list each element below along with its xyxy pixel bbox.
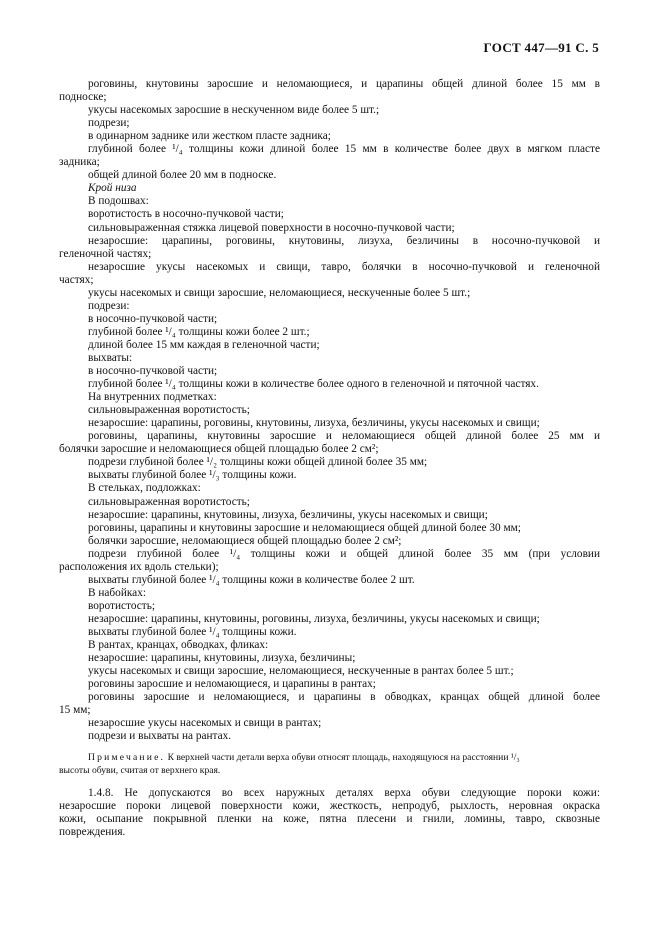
text-line: выхваты глубиной более ¹/₄ толщины кожи в количестве более 2 шт. — [88, 573, 415, 586]
note-label: Примечание. — [88, 752, 166, 764]
text-line: сильновыраженная воротистость; — [88, 404, 250, 417]
text-line: геленочной частях; — [59, 247, 152, 260]
text-line: незаросшие: царапины, роговины, кнутовины, лизуха, безличины в носочно-пучковой и — [88, 234, 600, 247]
note-text-cont: высоты обуви, считая от верхнего края. — [59, 764, 221, 776]
text-line: в носочно-пучковой части; — [88, 312, 218, 325]
text-line: На внутренних подметках: — [88, 391, 217, 404]
paragraph-1-4-8 — [59, 787, 600, 839]
text-line: глубиной более ¹/₄ толщины кожи в количестве более одного в геленочной и пяточной частях. — [88, 378, 539, 391]
text-line: выхваты: — [88, 351, 133, 364]
text-line: сильновыраженная стяжка лицевой поверхности в носочно-пучковой части; — [88, 221, 455, 234]
text-line: выхваты глубиной более ¹/₄ толщины кожи. — [88, 625, 297, 638]
text-line: незаросшие укусы насекомых и свищи в рантах; — [88, 717, 322, 730]
text-line: глубиной более ¹/₄ толщины кожи более 2 шт.; — [88, 325, 310, 338]
text-line: расположения их вдоль стельки); — [59, 560, 219, 573]
text-line: 1.4.8. Не допускаются во всех наружных деталях верха обуви следующие пороки кожи: — [88, 787, 600, 800]
text-line: роговины, царапины, кнутовины заросшие и неломающиеся общей длиной более 25 мм и — [88, 430, 600, 443]
text-line: В стельках, подложках: — [88, 482, 201, 495]
text-line: болячки заросшие, неломающиеся общей площадью более 2 см²; — [88, 534, 402, 547]
text-line: подрези: — [88, 299, 130, 312]
text-line: В подошвах: — [88, 195, 149, 208]
text-line: общей длиной более 20 мм в подноске. — [88, 169, 277, 182]
text-line: подрези глубиной более ¹/₄ толщины кожи и общей длиной более 35 мм (при условии — [88, 547, 600, 560]
text-line: незаросшие: царапины, кнутовины, лизуха, безличины, укусы насекомых и свищи; — [88, 508, 488, 521]
text-line: болячки заросшие и неломающиеся общей площадью более 2 см²; — [59, 443, 379, 456]
text-line: воротистость в носочно-пучковой части; — [88, 208, 284, 221]
document-body — [59, 78, 600, 839]
text-line: укусы насекомых заросшие в нескученном виде более 5 шт.; — [88, 104, 380, 117]
text-line: подрези; — [88, 117, 130, 130]
text-line: выхваты глубиной более ¹/₃ толщины кожи. — [88, 469, 297, 482]
text-line: подрези глубиной более ¹/₂ толщины кожи общей длиной более 35 мм; — [88, 456, 428, 469]
note-text: К верхней части детали верха обуви относят площадь, находящуюся на расстоянии ¹/₃ — [165, 752, 520, 764]
text-line: задника; — [59, 156, 100, 169]
text-line: незаросшие: царапины, кнутовины, роговины, лизуха, безличины, укусы насекомых и свищи; — [88, 612, 540, 625]
text-line: роговины, царапины и кнутовины заросшие и неломающиеся общей длиной более 30 мм; — [88, 521, 521, 534]
text-line: сильновыраженная воротистость; — [88, 495, 250, 508]
text-line: 15 мм; — [59, 704, 91, 717]
text-line: незаросшие пороки лицевой поверхности кожи, жесткость, непродуб, рыхлость, неровная окраска — [59, 800, 600, 813]
text-line: роговины, кнутовины заросшие и неломающиеся, и царапины общей длиной более 15 мм в — [88, 78, 600, 90]
text-line: длиной более 15 мм каждая в геленочной части; — [88, 338, 320, 351]
text-line: повреждения. — [59, 826, 126, 839]
text-line: незаросшие: царапины, роговины, кнутовины, лизуха, безличины, укусы насекомых и свищи; — [88, 417, 540, 430]
text-line: подноске; — [59, 91, 107, 104]
text-line: В рантах, кранцах, обводках, фликах: — [88, 639, 269, 652]
text-line: глубиной более ¹/₄ толщины кожи длиной более 15 мм в количестве более двух в мягком пласте — [88, 143, 600, 156]
text-line: укусы насекомых и свищи заросшие, неломающиеся, нескученные более 5 шт.; — [88, 286, 471, 299]
note — [59, 752, 600, 777]
text-line: воротистость; — [88, 599, 156, 612]
text-line: кожи, осыпание покрывной пленки на коже, пятна плесени и гнили, ломины, тавро, сквозные — [59, 813, 600, 826]
text-line: роговины заросшие и неломающиеся, и царапины в обводках, кранцах общей длиной более — [88, 691, 600, 704]
text-line: в одинарном заднике или жестком пласте задника; — [88, 130, 331, 143]
text-line: в носочно-пучковой части; — [88, 365, 218, 378]
text-line: укусы насекомых и свищи заросшие, неломающиеся, нескученные в рантах более 5 шт.; — [88, 665, 514, 678]
text-line: частях; — [59, 273, 94, 286]
text-line: незаросшие: царапины, кнутовины, лизуха, безличины; — [88, 652, 356, 665]
text-line: В набойках: — [88, 586, 146, 599]
page-header: ГОСТ 447—91 С. 5 — [483, 40, 599, 55]
text-line: Крой низа — [88, 182, 137, 195]
text-line: подрези и выхваты на рантах. — [88, 730, 232, 743]
text-line: роговины заросшие и неломающиеся, и царапины в рантах; — [88, 678, 376, 691]
text-line: незаросшие укусы насекомых и свищи, тавро, болячки в носочно-пучковой и геленочной — [88, 260, 600, 273]
